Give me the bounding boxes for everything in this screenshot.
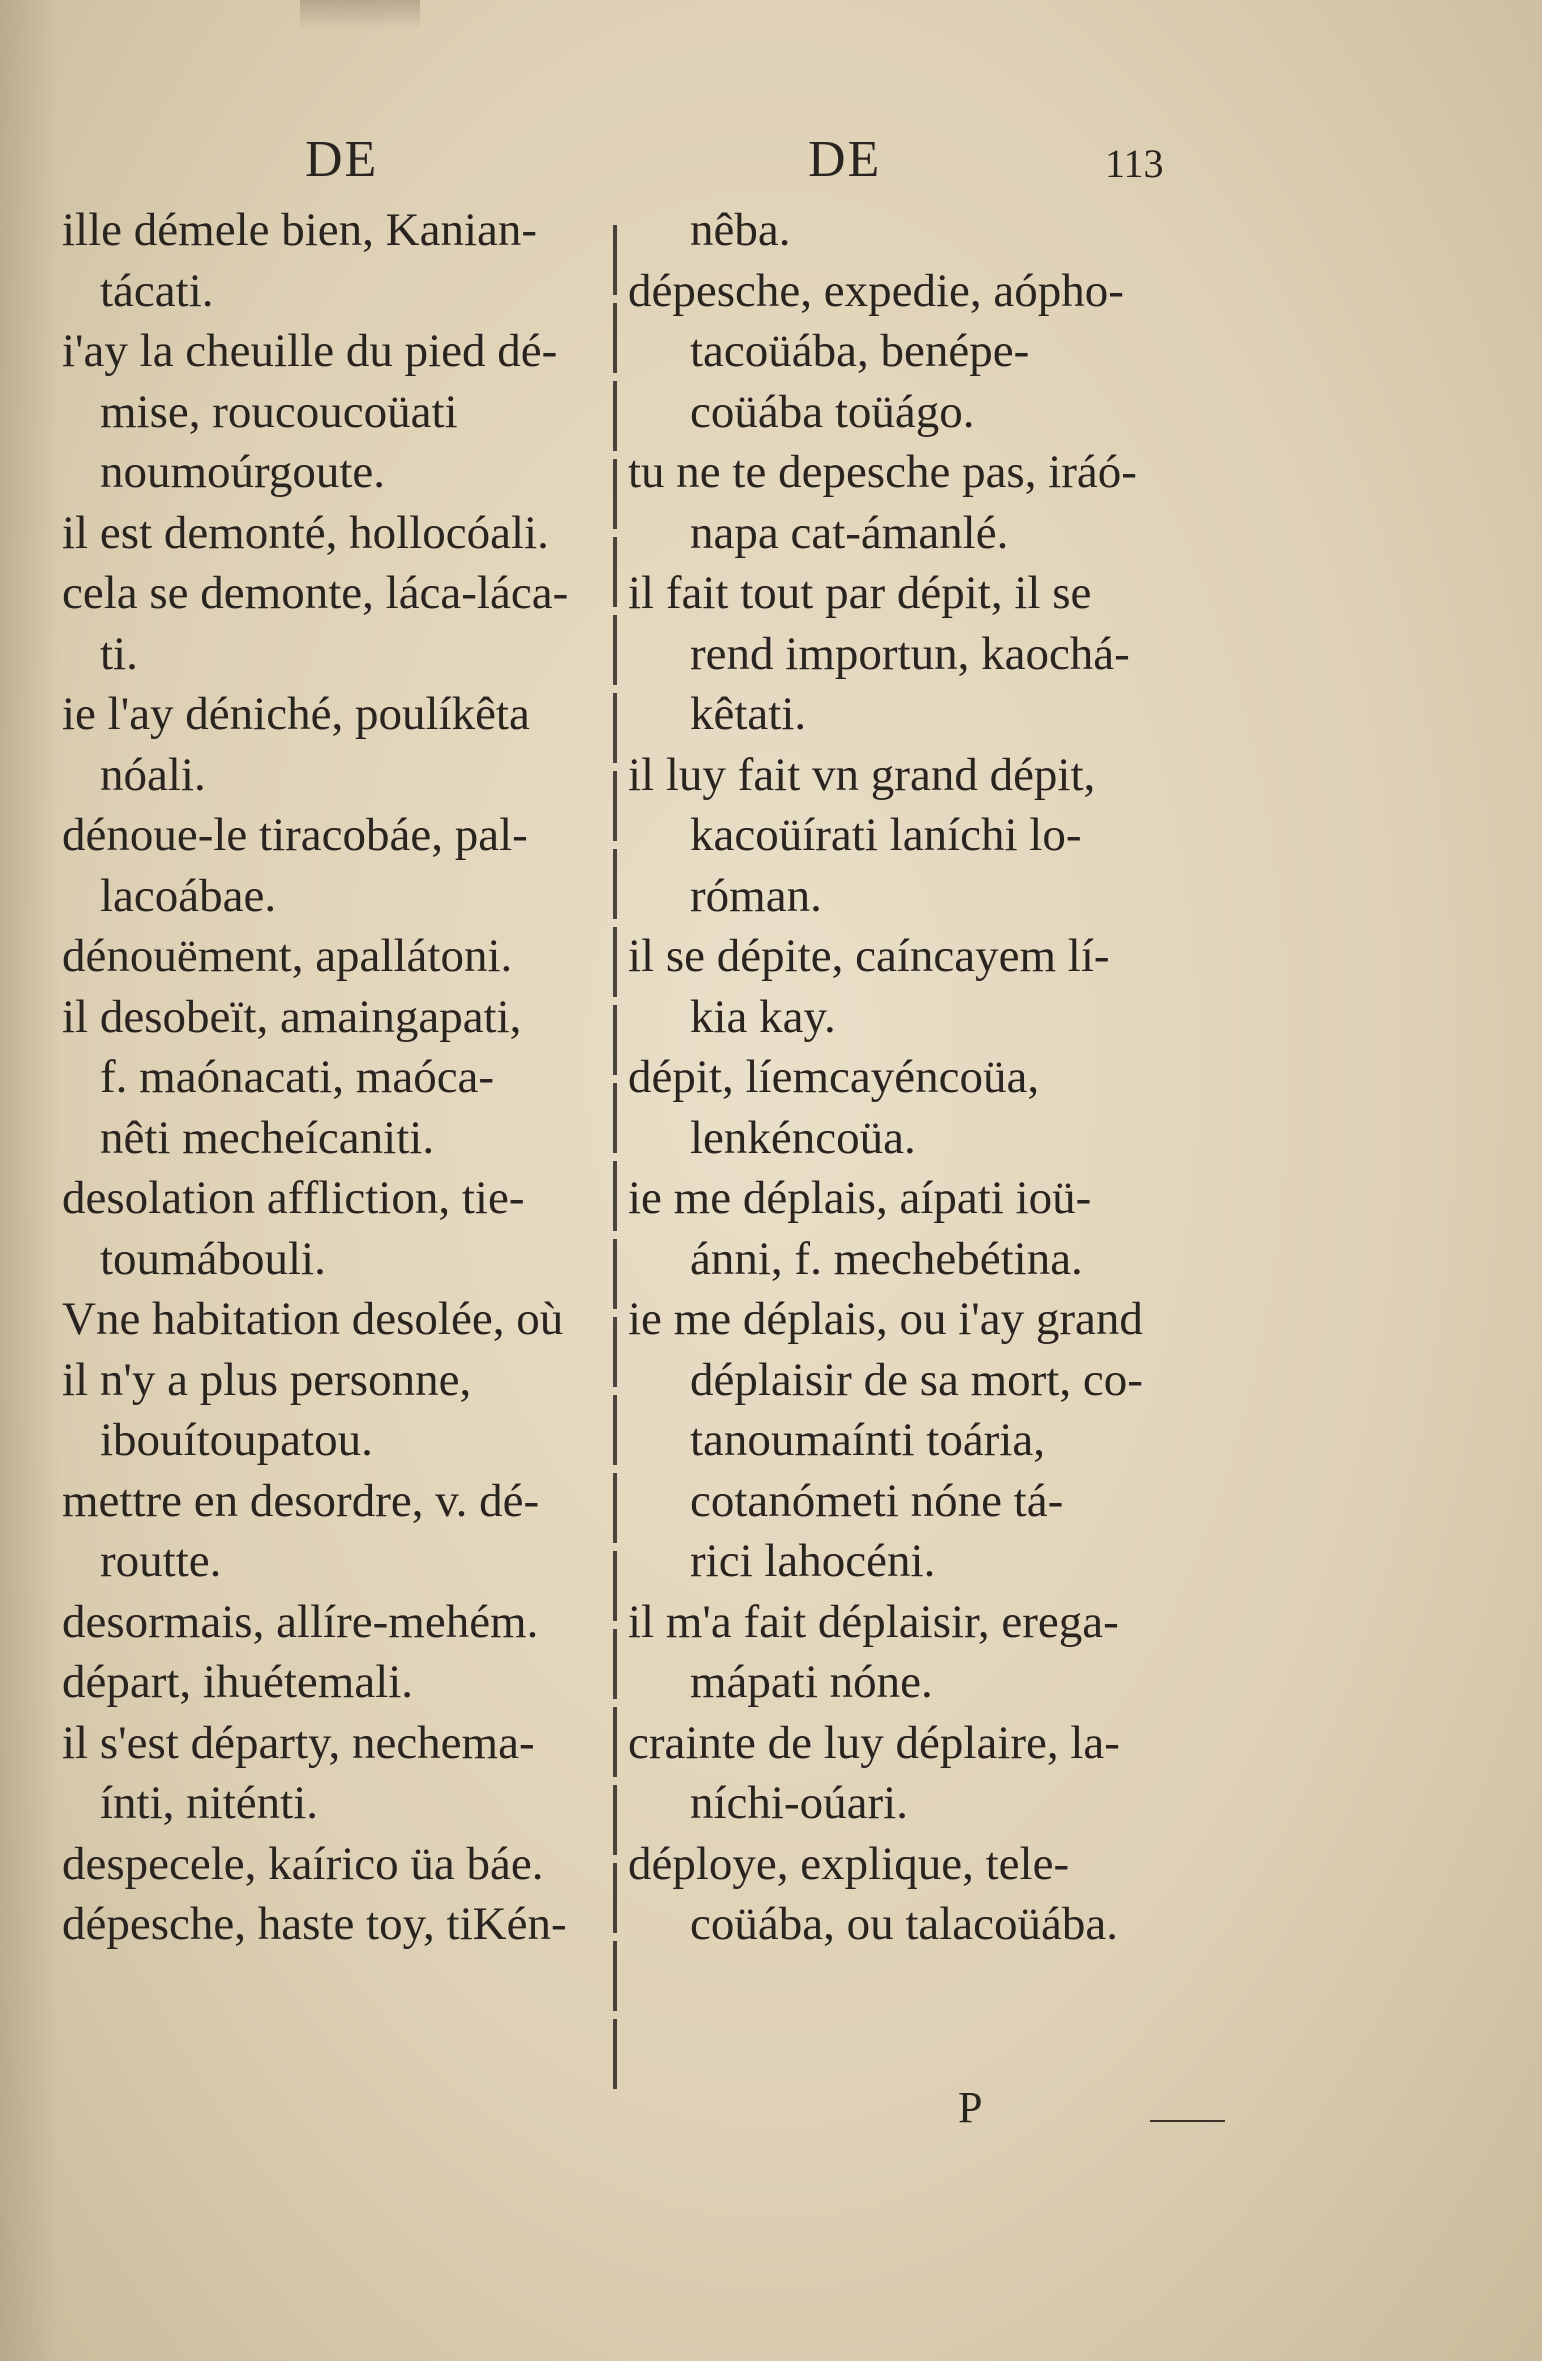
right-column (628, 200, 1228, 1955)
entry-line: il s'est départy, nechema- (62, 1716, 535, 1769)
entry-line: i'ay la cheuille du pied dé- (62, 325, 558, 377)
entry-line: ie l'ay déniché, poulíkêta (62, 688, 530, 740)
entry-line: níchi-oúari. (690, 1777, 908, 1829)
entry-line: nêba. (690, 204, 791, 256)
entry-line: tu ne te depesche pas, iráó- (628, 446, 1137, 498)
entry-line: déploye, explique, tele- (628, 1837, 1070, 1890)
entry-line: nêti mecheícaniti. (100, 1111, 435, 1164)
entry-line: despecele, kaírico üa báe. (62, 1837, 544, 1890)
entry-line: ínti, niténti. (100, 1777, 319, 1829)
entry-line: nóali. (100, 748, 206, 801)
entry-line: coüába, ou talacoüába. (690, 1898, 1119, 1950)
entry-line: desormais, allíre-mehém. (62, 1595, 539, 1648)
entry-line: ie me déplais, aípati ioü- (628, 1172, 1092, 1224)
top-smudge (300, 0, 420, 30)
entry-line: mettre en desordre, v. dé- (62, 1474, 540, 1527)
entry-line: lacoábae. (100, 869, 277, 922)
entry-line: il m'a fait déplaisir, erega- (628, 1595, 1119, 1648)
entry-line: kia kay. (690, 990, 836, 1043)
entry-line: kêtati. (690, 688, 807, 740)
entry-line: ille démele bien, Kanian- (62, 204, 538, 256)
entry-line: il desobeït, amaingapati, (62, 990, 522, 1043)
entry-line: il se dépite, caíncayem lí- (628, 930, 1110, 982)
left-column (62, 200, 607, 1955)
entry-line: tácati. (100, 264, 214, 317)
entry-line: noumoúrgoute. (100, 446, 386, 498)
entry-line: toumábouli. (100, 1232, 326, 1285)
running-header (0, 130, 1542, 200)
entry-line: ánni, f. mechebétina. (690, 1232, 1083, 1285)
entry-line: crainte de luy déplaire, la- (628, 1716, 1120, 1769)
entry-line: f. maónacati, maóca- (100, 1051, 495, 1103)
entry-line: róman. (690, 869, 822, 922)
entry-line: dépesche, haste toy, tiKén- (62, 1898, 567, 1950)
entry-line: desolation affliction, tie- (62, 1172, 525, 1224)
entry-line: mise, roucoucoüati (100, 385, 458, 438)
entry-line: ie me déplais, ou i'ay grand (628, 1293, 1143, 1345)
entry-line: dépesche, expedie, aópho- (628, 264, 1124, 317)
entry-line: dénoue-le tiracobáe, pal- (62, 809, 528, 861)
entry-line: il fait tout par dépit, il se (628, 567, 1092, 619)
entry-line: rend importun, kaochá- (690, 627, 1130, 680)
signature-mark: P (958, 2083, 983, 2132)
entry-line: kacoüírati laníchi lo- (690, 809, 1082, 861)
entry-line: dénouëment, apallátoni. (62, 930, 513, 982)
entry-line: mápati nóne. (690, 1656, 933, 1708)
entry-line: il est demonté, hollocóali. (62, 506, 549, 559)
entry-line: déplaisir de sa mort, co- (690, 1353, 1143, 1406)
column-divider (613, 225, 617, 2095)
entry-line: ti. (100, 627, 138, 680)
entry-line: cotanómeti nóne tá- (690, 1474, 1064, 1527)
entry-line: il n'y a plus personne, (62, 1353, 472, 1406)
catchword-rule (1150, 2120, 1225, 2122)
gutter-shadow (0, 0, 60, 2361)
entry-line: dépit, líemcayéncoüa, (628, 1051, 1040, 1103)
header-center-word: DE (808, 131, 882, 188)
entry-line: coüába toüágo. (690, 385, 975, 438)
entry-line: départ, ihuétemali. (62, 1656, 414, 1708)
entry-line: routte. (100, 1535, 222, 1587)
entry-line: il luy fait vn grand dépit, (628, 748, 1096, 801)
entry-line: tanoumaínti toária, (690, 1414, 1046, 1466)
entry-line: rici lahocéni. (690, 1535, 936, 1587)
entry-line: cela se demonte, láca-láca- (62, 567, 569, 619)
entry-line: Vne habitation desolée, où (62, 1293, 564, 1345)
entry-line: napa cat-ámanlé. (690, 506, 1009, 559)
page-number: 113 (1105, 141, 1164, 186)
header-left-word: DE (305, 131, 379, 188)
entry-line: lenkéncoüa. (690, 1111, 916, 1164)
entry-line: tacoüába, benépe- (690, 325, 1030, 377)
entry-line: ibouítoupatou. (100, 1414, 373, 1466)
